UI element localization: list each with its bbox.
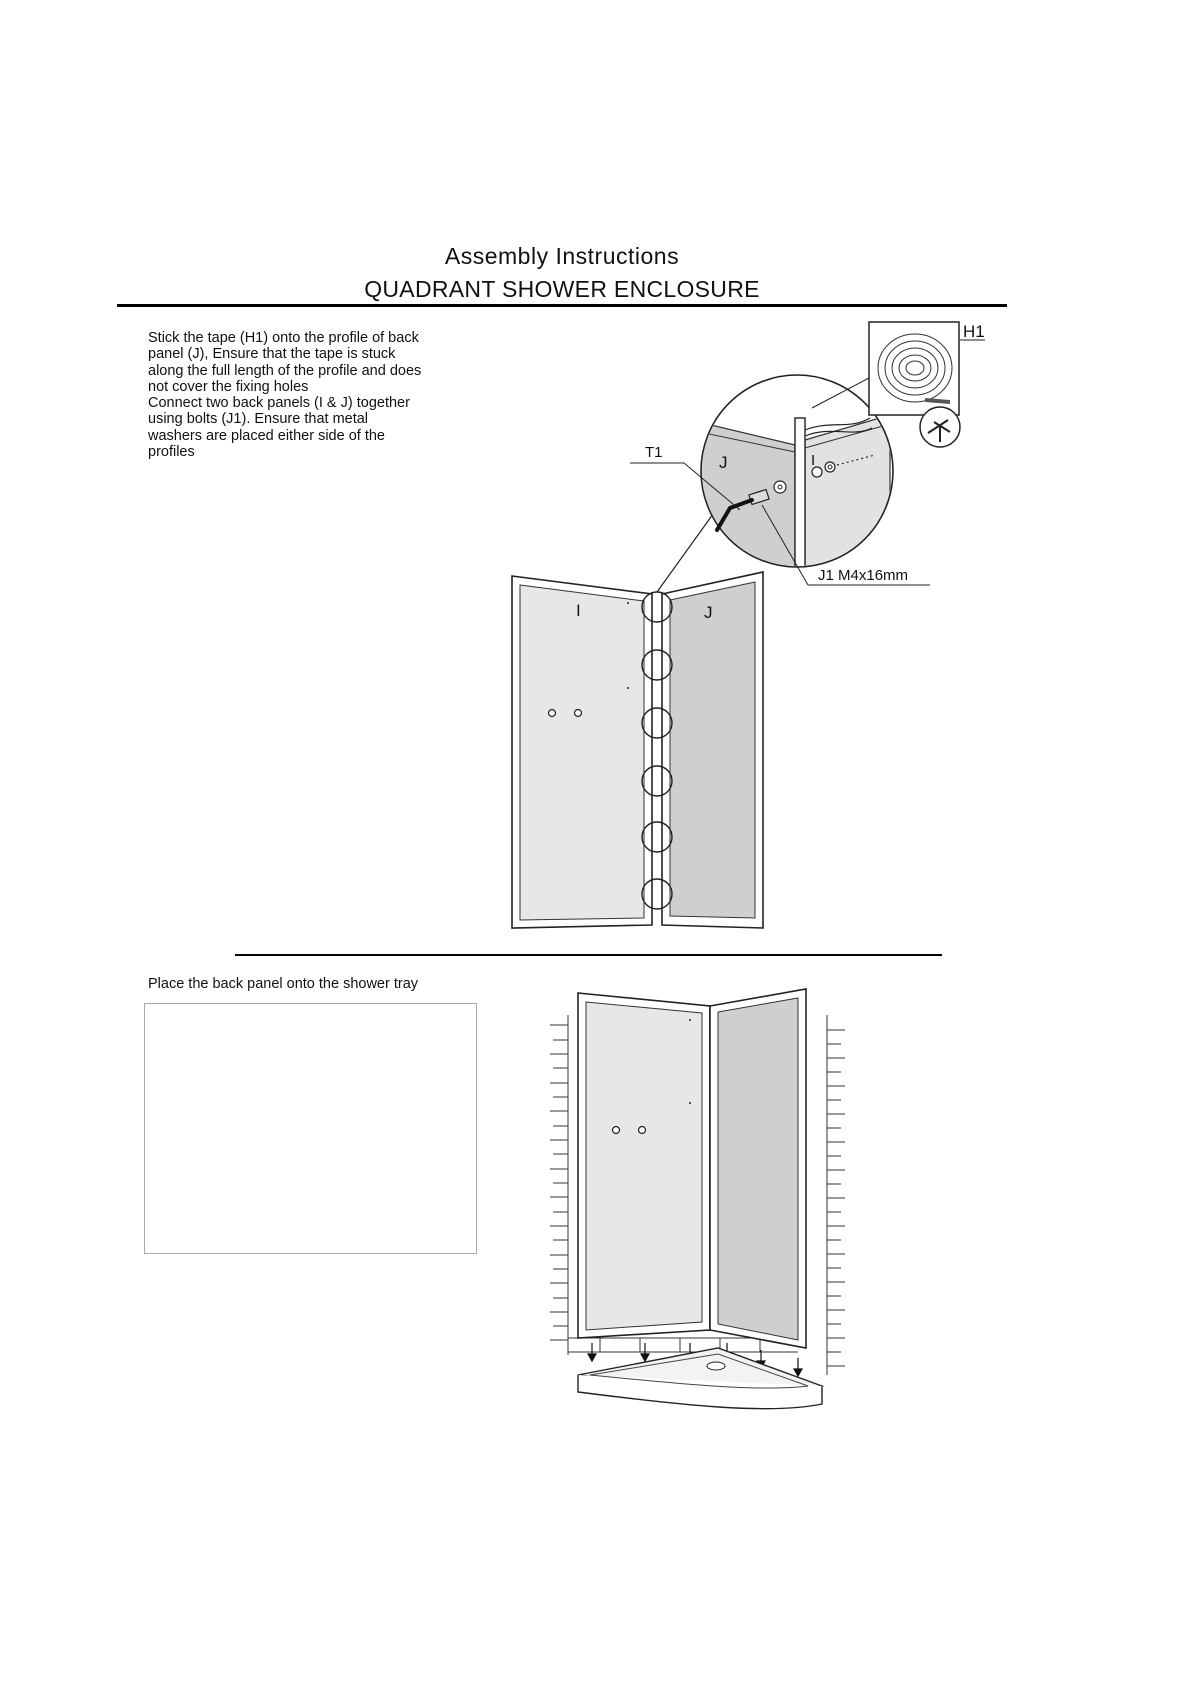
step2-instruction: Place the back panel onto the shower tray [148, 976, 419, 992]
step1-line: panel (J), Ensure that the tape is stuck [148, 346, 396, 363]
panel-j-label: J [704, 603, 713, 622]
step1-line: washers are placed either side of the [148, 427, 385, 444]
step1-line: Connect two back panels (I & J) together [148, 395, 410, 412]
document-subtitle: QUADRANT SHOWER ENCLOSURE [364, 276, 760, 302]
document-title: Assembly Instructions [444, 243, 680, 269]
back-panel-left [578, 993, 710, 1338]
step1-line: not cover the fixing holes [148, 378, 309, 395]
tool-t1-label: T1 [645, 444, 663, 461]
shower-tray [578, 1348, 822, 1409]
zoom-panel-j-label: J [719, 453, 728, 472]
tape-h1-label: H1 [963, 322, 985, 341]
step1-line: Stick the tape (H1) onto the profile of back [148, 330, 419, 346]
back-panel-right [710, 989, 806, 1348]
zoom-panel-i-label: I [811, 452, 816, 469]
step1-line: profiles [148, 444, 195, 461]
step1-line: using bolts (J1). Ensure that metal [148, 411, 369, 428]
panel-i-label: I [576, 601, 581, 620]
bolt-j1-label: J1 M4x16mm [818, 567, 909, 584]
step1-line: along the full length of the profile and does [148, 362, 422, 379]
